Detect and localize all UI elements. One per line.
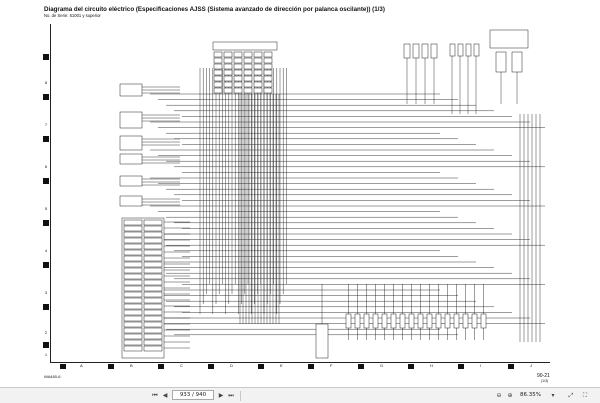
ruler-number: 8 [44, 80, 48, 85]
connector-box [144, 274, 162, 279]
page-reference-sub: (1/3) [541, 379, 549, 383]
connector-box [214, 76, 222, 81]
connector-box [120, 154, 142, 164]
connector-box [120, 136, 142, 150]
ruler-mark [408, 364, 414, 369]
page-number-input[interactable]: 933 / 940 [172, 390, 214, 400]
connector-box [454, 314, 459, 328]
connector-box [144, 220, 162, 225]
connector-box [144, 250, 162, 255]
connector-box [346, 314, 351, 328]
connector-box [124, 268, 142, 273]
connector-box [450, 44, 455, 56]
ruler-mark [43, 220, 49, 226]
connector-box [264, 64, 272, 69]
ruler-mark [458, 364, 464, 369]
connector-box [512, 52, 522, 72]
connector-box [124, 304, 142, 309]
connector-box [144, 256, 162, 261]
connector-box [124, 328, 142, 333]
connector-box [458, 44, 463, 56]
connector-box [144, 292, 162, 297]
ruler-number: 3 [44, 290, 48, 295]
connector-box [234, 64, 242, 69]
ruler-mark [308, 364, 314, 369]
ruler-letter: I [480, 363, 482, 368]
connector-box [124, 316, 142, 321]
connector-box [355, 314, 360, 328]
connector-box [264, 52, 272, 57]
connector-box [124, 274, 142, 279]
connector-box [144, 262, 162, 267]
connector-box [124, 280, 142, 285]
fit-page-icon[interactable]: ⤢ [568, 392, 574, 399]
fullscreen-icon[interactable]: ⛶ [582, 392, 588, 399]
ruler-letter: J [530, 363, 532, 368]
ruler-number: 5 [44, 206, 48, 211]
connector-box [224, 58, 232, 63]
connector-box [124, 286, 142, 291]
connector-box [224, 52, 232, 57]
page-reference: 90-21 [537, 373, 550, 379]
connector-box [224, 88, 232, 93]
connector-box [431, 44, 437, 58]
connector-box [264, 70, 272, 75]
connector-box [144, 268, 162, 273]
connector-box [244, 58, 252, 63]
connector-box [144, 286, 162, 291]
connector-box [254, 70, 262, 75]
connector-box [391, 314, 396, 328]
ruler-mark [43, 304, 49, 310]
connector-box [373, 314, 378, 328]
connector-box [234, 76, 242, 81]
connector-box [124, 298, 142, 303]
connector-box [144, 316, 162, 321]
connector-box [244, 88, 252, 93]
ruler-mark [60, 364, 66, 369]
connector-box [481, 314, 486, 328]
zoom-level[interactable]: 86.35% [520, 392, 541, 398]
wiring-diagram [50, 24, 550, 362]
connector-box [244, 64, 252, 69]
connector-box [120, 112, 142, 128]
ruler-mark [358, 364, 364, 369]
connector-box [214, 58, 222, 63]
zoom-in-icon[interactable]: ⊕ [507, 392, 513, 399]
connector-box [264, 76, 272, 81]
connector-box [496, 52, 506, 72]
connector-box [144, 232, 162, 237]
connector-box [234, 58, 242, 63]
connector-box [364, 314, 369, 328]
ruler-letter: B [130, 363, 133, 368]
connector-box [254, 76, 262, 81]
ruler-mark [43, 136, 49, 142]
connector-box [144, 310, 162, 315]
ruler-mark [108, 364, 114, 369]
connector-box [124, 250, 142, 255]
ruler-letter: H [430, 363, 433, 368]
connector-box [404, 44, 410, 58]
ruler-number: 1 [44, 352, 48, 357]
connector-box [144, 226, 162, 231]
connector-box [264, 82, 272, 87]
connector-box [124, 310, 142, 315]
previous-page-icon[interactable]: ◀ [162, 392, 168, 399]
connector-box [316, 324, 328, 358]
connector-box [445, 314, 450, 328]
connector-box [224, 64, 232, 69]
ruler-letter: D [230, 363, 233, 368]
connector-box [120, 196, 142, 206]
connector-box [244, 76, 252, 81]
connector-box [244, 52, 252, 57]
ruler-number: 7 [44, 122, 48, 127]
ruler-mark [508, 364, 514, 369]
ruler-mark [43, 262, 49, 268]
connector-box [472, 314, 477, 328]
connector-box [144, 244, 162, 249]
ruler-letter: G [380, 363, 384, 368]
next-page-icon[interactable]: ▶ [218, 392, 224, 399]
page-subtitle: No. de Serie: 51001 y superior [44, 13, 101, 18]
connector-box [224, 70, 232, 75]
connector-box [254, 58, 262, 63]
connector-box [466, 44, 471, 56]
ruler-letter: A [80, 363, 83, 368]
connector-box [244, 70, 252, 75]
zoom-out-icon[interactable]: ⊖ [496, 392, 502, 399]
ruler-mark [208, 364, 214, 369]
connector-box [224, 76, 232, 81]
connector-box [144, 334, 162, 339]
viewer-toolbar [0, 387, 600, 403]
connector-box [124, 226, 142, 231]
connector-box [224, 82, 232, 87]
connector-box [124, 322, 142, 327]
connector-box [409, 314, 414, 328]
ruler-number: 4 [44, 248, 48, 253]
connector-box [124, 256, 142, 261]
connector-box [120, 84, 142, 96]
connector-box [144, 340, 162, 345]
ruler-mark [43, 342, 49, 348]
connector-box [427, 314, 432, 328]
connector-box [124, 346, 142, 351]
connector-box [254, 52, 262, 57]
connector-box [254, 88, 262, 93]
connector-box [144, 346, 162, 351]
connector-box [490, 30, 528, 48]
connector-box [214, 70, 222, 75]
connector-box [234, 88, 242, 93]
bottom-ruler [50, 362, 550, 370]
ruler-letter: F [330, 363, 333, 368]
connector-box [234, 70, 242, 75]
connector-box [124, 340, 142, 345]
connector-box [124, 232, 142, 237]
ruler-letter: C [180, 363, 183, 368]
connector-box [124, 292, 142, 297]
connector-box [234, 52, 242, 57]
connector-box [382, 314, 387, 328]
ruler-mark [43, 178, 49, 184]
connector-box [124, 334, 142, 339]
ruler-number: 6 [44, 164, 48, 169]
connector-box [124, 220, 142, 225]
connector-box [463, 314, 468, 328]
connector-box [144, 322, 162, 327]
connector-box [124, 238, 142, 243]
connector-box [120, 176, 142, 186]
toolbar-divider [240, 391, 241, 401]
connector-box [144, 304, 162, 309]
connector-box [254, 82, 262, 87]
connector-box [418, 314, 423, 328]
connector-box [124, 244, 142, 249]
connector-box [234, 82, 242, 87]
ruler-mark [258, 364, 264, 369]
connector-box [244, 82, 252, 87]
last-page-icon[interactable]: ⏭ [228, 392, 234, 399]
connector-box [413, 44, 419, 58]
connector-box [213, 42, 277, 50]
connector-box [144, 238, 162, 243]
connector-box [144, 280, 162, 285]
connector-box [144, 298, 162, 303]
connector-box [124, 262, 142, 267]
connector-box [144, 328, 162, 333]
zoom-dropdown-icon[interactable]: ▾ [551, 392, 555, 399]
connector-box [264, 88, 272, 93]
ruler-letter: E [280, 363, 283, 368]
ruler-mark [43, 94, 49, 100]
ruler-mark [158, 364, 164, 369]
connector-box [436, 314, 441, 328]
connector-box [400, 314, 405, 328]
page-title: Diagrama del circuito eléctrico (Especificaciones AJSS (Sistema avanzado de dirección por palanca oscilante)) (1/3) [44, 6, 385, 13]
connector-box [214, 64, 222, 69]
first-page-icon[interactable]: ⏮ [152, 392, 158, 399]
connector-box [214, 88, 222, 93]
ruler-number: 2 [44, 330, 48, 335]
connector-box [214, 82, 222, 87]
connector-box [214, 52, 222, 57]
model-code: WA480-6 [44, 374, 61, 379]
ruler-mark [43, 54, 49, 60]
connector-box [422, 44, 428, 58]
connector-box [264, 58, 272, 63]
connector-box [474, 44, 479, 56]
connector-box [254, 64, 262, 69]
